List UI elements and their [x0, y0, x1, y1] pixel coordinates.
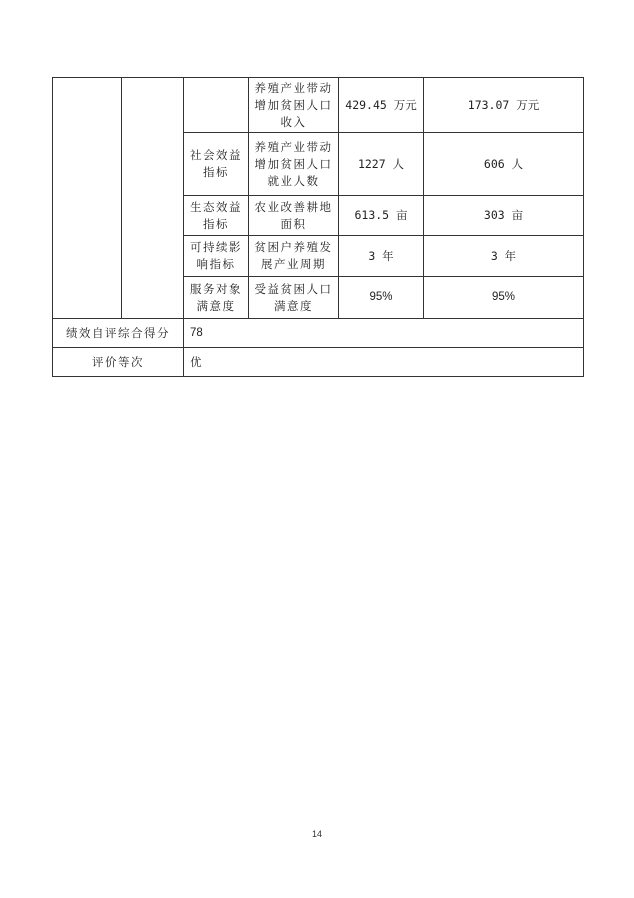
actual-value-cell: 95% [424, 277, 584, 319]
actual-value-cell: 3 年 [424, 236, 584, 277]
blank-index-cell [122, 78, 184, 319]
subcategory-cell: 服务对象满意度 [184, 277, 249, 319]
performance-table [52, 77, 584, 377]
grade-row [53, 348, 584, 377]
actual-value-cell: 606 人 [424, 133, 584, 196]
indicator-cell: 农业改善耕地面积 [249, 196, 339, 236]
grade-label: 评价等次 [53, 348, 184, 377]
actual-value-cell: 173.07 万元 [424, 78, 584, 133]
score-value: 78 [184, 319, 584, 348]
subcategory-cell: 生态效益指标 [184, 196, 249, 236]
grade-value: 优 [184, 348, 584, 377]
target-value-cell: 3 年 [339, 236, 424, 277]
subcategory-cell: 社会效益指标 [184, 133, 249, 196]
target-value-cell: 1227 人 [339, 133, 424, 196]
target-value-cell: 95% [339, 277, 424, 319]
table-row [53, 78, 584, 133]
blank-category-cell [53, 78, 122, 319]
indicator-cell: 受益贫困人口满意度 [249, 277, 339, 319]
target-value-cell: 613.5 亩 [339, 196, 424, 236]
score-row [53, 319, 584, 348]
target-value-cell: 429.45 万元 [339, 78, 424, 133]
subcategory-cell [184, 78, 249, 133]
indicator-cell: 养殖产业带动增加贫困人口收入 [249, 78, 339, 133]
indicator-cell: 养殖产业带动增加贫困人口就业人数 [249, 133, 339, 196]
actual-value-cell: 303 亩 [424, 196, 584, 236]
page-number: 14 [311, 829, 322, 839]
subcategory-cell: 可持续影响指标 [184, 236, 249, 277]
score-label: 绩效自评综合得分 [53, 319, 184, 348]
indicator-cell: 贫困户养殖发展产业周期 [249, 236, 339, 277]
